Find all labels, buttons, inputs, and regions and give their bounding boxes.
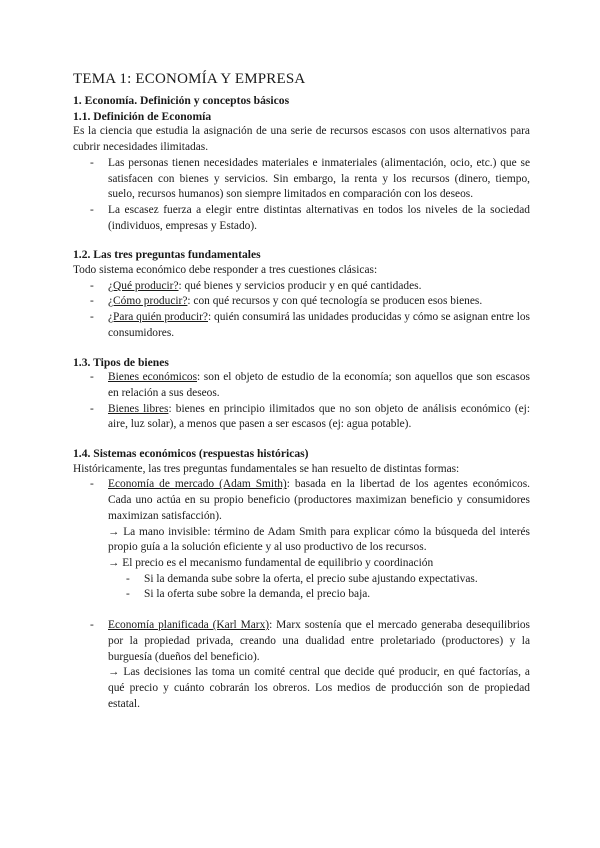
sub-list-item: - Si la demanda sube sobre la oferta, el precio sube ajustando expectativas. [108,572,530,588]
list-item [73,477,530,618]
section-1-heading: 1. Economía. Definición y conceptos básicos [73,94,290,107]
section-1-2-list [73,279,530,342]
arrow-note: → Las decisiones las toma un comité central que decide qué producir, en qué factorías, a qué precio y cuánto cobrarán los obreros. Los medios de producción son de propiedad estatal. [108,666,530,710]
section-1-4-heading: 1.4. Sistemas económicos (respuestas históricas) [73,447,309,461]
definition: : bienes en principio ilimitados que no son objeto de análisis económico (ej: aire, luz solar), a menos que pasen a ser escasos (ej: agua potable). [108,402,531,431]
section-1-2-heading: 1.2. Las tres preguntas fundamentales [73,248,261,262]
section-1-2-intro: Todo sistema económico debe responder a tres cuestiones clásicas: [73,264,378,277]
term-economia-planificada: Economía planificada (Karl Marx) [108,619,270,632]
sub-list-item: - Si la oferta sube sobre la demanda, el precio baja. [108,587,530,603]
list-item: - Las personas tienen necesidades materiales e inmateriales (alimentación, ocio, etc.) que se satisfacen con bienes y servicios. Sin embargo, la renta y los recursos (dinero, tiempo, suelo, recursos humanos) son siempre limitados en comparación con los deseos. [73,156,530,203]
term-economia-de-mercado: Economía de mercado (Adam Smith) [108,478,287,491]
price-sublist [108,572,530,603]
section-1-3 [73,355,530,434]
term-como-producir: ¿Cómo producir? [108,295,188,308]
list-item [73,294,530,310]
section-1-3-list [73,370,530,433]
document-title: TEMA 1: ECONOMÍA Y EMPRESA [73,71,306,87]
arrow-note: → La mano invisible: término de Adam Smith para explicar cómo la búsqueda del interés propio guía a la solución eficiente y al uso productivo de los recursos. [108,525,530,554]
definition: : Marx sostenía que el mercado generaba desequilibrios por la propiedad privada, creando una dualidad entre proletariado (productores) y la burguesía (dueños del beneficio). [108,619,530,663]
definition: : basada en la libertad de los agentes económicos. Cada uno actúa en su propio beneficio (productores maximizan beneficio y consumidores maximizan satisfacción). [108,478,530,522]
list-item [73,618,530,712]
section-1-1-intro: Es la ciencia que estudia la asignación de una serie de recursos escasos con usos alternativos para cubrir necesidades ilimitadas. [73,125,530,154]
section-1-3-heading: 1.3. Tipos de bienes [73,355,169,369]
section-1-1-list [73,156,530,235]
spacer [108,603,530,618]
list-item [73,310,530,341]
section-1-4-intro: Históricamente, las tres preguntas fundamentales se han resuelto de distintas formas: [73,462,460,475]
section-1-1-heading: 1.1. Definición de Economía [73,109,212,123]
term-que-producir: ¿Qué producir? [108,279,179,292]
definition: : qué bienes y servicios producir y en qué cantidades. [178,279,422,292]
term-para-quien-producir: ¿Para quién producir? [108,311,208,324]
list-item [73,402,530,433]
section-1-4 [73,446,530,712]
list-item: - La escasez fuerza a elegir entre distintas alternativas en todos los niveles de la sociedad (individuos, empresas y Estado). [73,203,530,234]
list-item [73,370,530,401]
list-item [73,279,530,295]
term-bienes-libres: Bienes libres [108,402,169,415]
term-bienes-economicos: Bienes económicos [108,371,198,384]
definition: : quién consumirá las unidades producidas y cómo se asignan entre los consumidores. [108,311,530,339]
definition: : son el objeto de estudio de la economía; son aquellos que son escasos en relación a sus deseos. [108,371,530,399]
section-1-4-list [73,477,530,712]
arrow-note: → El precio es el mecanismo fundamental de equilibrio y coordinación [108,556,434,569]
section-1-2 [73,247,530,341]
definition: : con qué recursos y con qué tecnología se producen esos bienes. [187,295,483,308]
